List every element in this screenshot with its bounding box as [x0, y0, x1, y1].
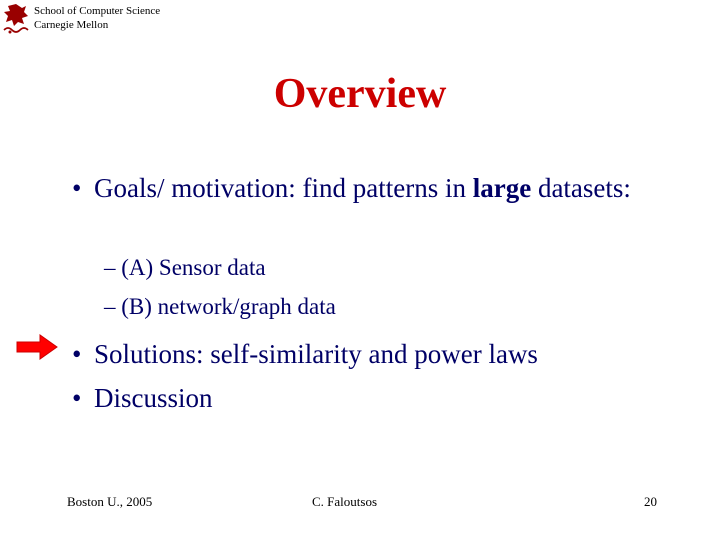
- sub-bullet-network: – (B) network/graph data: [104, 294, 336, 319]
- footer-page-number: 20: [644, 494, 657, 509]
- bullet-text-emphasis: large: [472, 173, 532, 203]
- cmu-griffin-logo-icon: [2, 2, 30, 36]
- bullet-text: Solutions: self-similarity and power laws: [94, 339, 538, 369]
- bullet-goals: [72, 170, 654, 206]
- header-university: Carnegie Mellon: [34, 19, 109, 31]
- bullet-text: Discussion: [94, 383, 213, 413]
- bullet-dot: •: [72, 339, 82, 369]
- bullet-discussion: [72, 380, 654, 416]
- header-school: School of Computer Science: [34, 5, 161, 17]
- bullet-dot: •: [72, 383, 82, 413]
- footer-author: C. Faloutsos: [312, 494, 378, 509]
- slide-title: Overview: [273, 71, 447, 117]
- bullet-solutions: [72, 336, 654, 372]
- header: [2, 2, 160, 38]
- footer-venue: Boston U., 2005: [67, 494, 153, 509]
- sub-bullet-sensor: – (A) Sensor data: [104, 255, 266, 280]
- bullet-dot: •: [72, 173, 82, 203]
- bullet-text-part: Goals/ motivation: find patterns in: [94, 173, 473, 203]
- bullet-text-part: datasets:: [531, 173, 631, 203]
- red-arrow-right-icon: [16, 334, 58, 360]
- bullet-text: [72, 170, 654, 206]
